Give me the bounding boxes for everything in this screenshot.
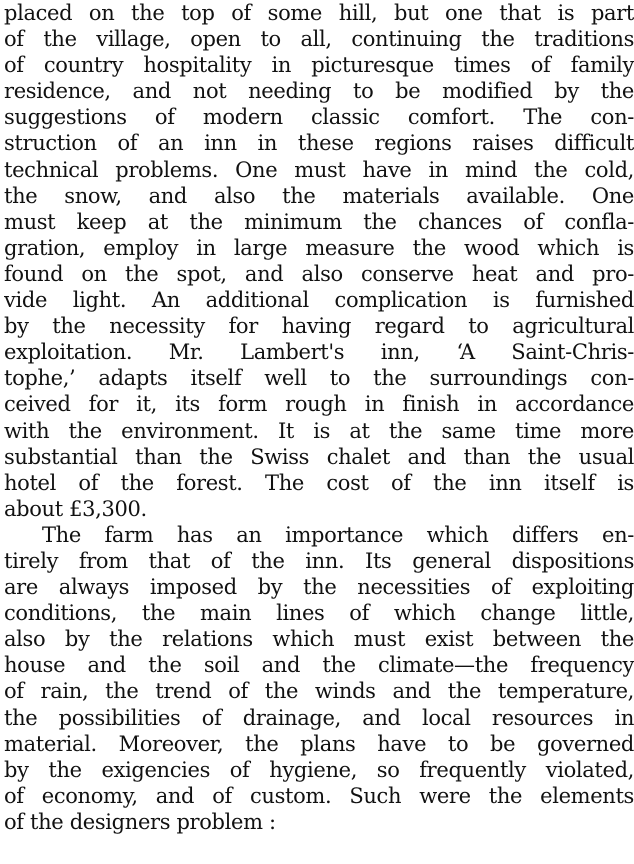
- text-line: of economy, and of custom. Such were the elements: [4, 783, 634, 808]
- text-line: of the designers problem :: [4, 809, 276, 834]
- text-line: The farm has an importance which differs en-: [42, 522, 634, 547]
- text-line: of country hospitality in picturesque times of family: [4, 53, 634, 78]
- text-line: struction of an inn in these regions raises difficult: [4, 131, 634, 156]
- text-line: the snow, and also the materials available. One: [4, 183, 634, 208]
- text-line: by the exigencies of hygiene, so frequently violated,: [4, 757, 634, 782]
- text-line: of the village, open to all, continuing the traditions: [4, 27, 634, 52]
- text-line: found on the spot, and also conserve heat and pro-: [4, 261, 634, 286]
- text-line: vide light. An additional complication is furnished: [4, 288, 634, 313]
- text-line: by the necessity for having regard to agricultural: [4, 314, 634, 339]
- text-line: material. Moreover, the plans have to be governed: [4, 731, 634, 756]
- document-page: [4, 0, 634, 835]
- paragraph-farm: [4, 522, 634, 835]
- paragraph-inn: [4, 0, 634, 522]
- text-line: conditions, the main lines of which change little,: [4, 601, 634, 626]
- text-line: placed on the top of some hill, but one that is part: [4, 1, 634, 25]
- text-line: tirely from that of the inn. Its general dispositions: [4, 548, 634, 573]
- text-line: house and the soil and the climate—the frequency: [4, 653, 634, 678]
- text-line: exploitation. Mr. Lambert's inn, ‘A Saint-Chris-: [4, 340, 634, 365]
- text-line: about £3,300.: [4, 496, 147, 521]
- text-line: substantial than the Swiss chalet and than the usual: [4, 444, 634, 469]
- text-line: technical problems. One must have in mind the cold,: [4, 157, 634, 182]
- text-line: of rain, the trend of the winds and the temperature,: [4, 679, 634, 704]
- text-line: also by the relations which must exist between the: [4, 627, 634, 652]
- text-line: must keep at the minimum the chances of confla-: [4, 209, 634, 234]
- text-line: the possibilities of drainage, and local resources in: [4, 705, 634, 730]
- text-line: suggestions of modern classic comfort. The con-: [4, 105, 634, 130]
- text-line: are always imposed by the necessities of exploiting: [4, 575, 634, 600]
- text-line: residence, and not needing to be modified by the: [4, 79, 634, 104]
- text-line: tophe,’ adapts itself well to the surroundings con-: [4, 366, 634, 391]
- text-line: ceived for it, its form rough in finish in accordance: [4, 392, 634, 417]
- text-line: with the environment. It is at the same time more: [4, 418, 634, 443]
- text-line: hotel of the forest. The cost of the inn itself is: [4, 470, 634, 495]
- text-line: gration, employ in large measure the wood which is: [4, 235, 634, 260]
